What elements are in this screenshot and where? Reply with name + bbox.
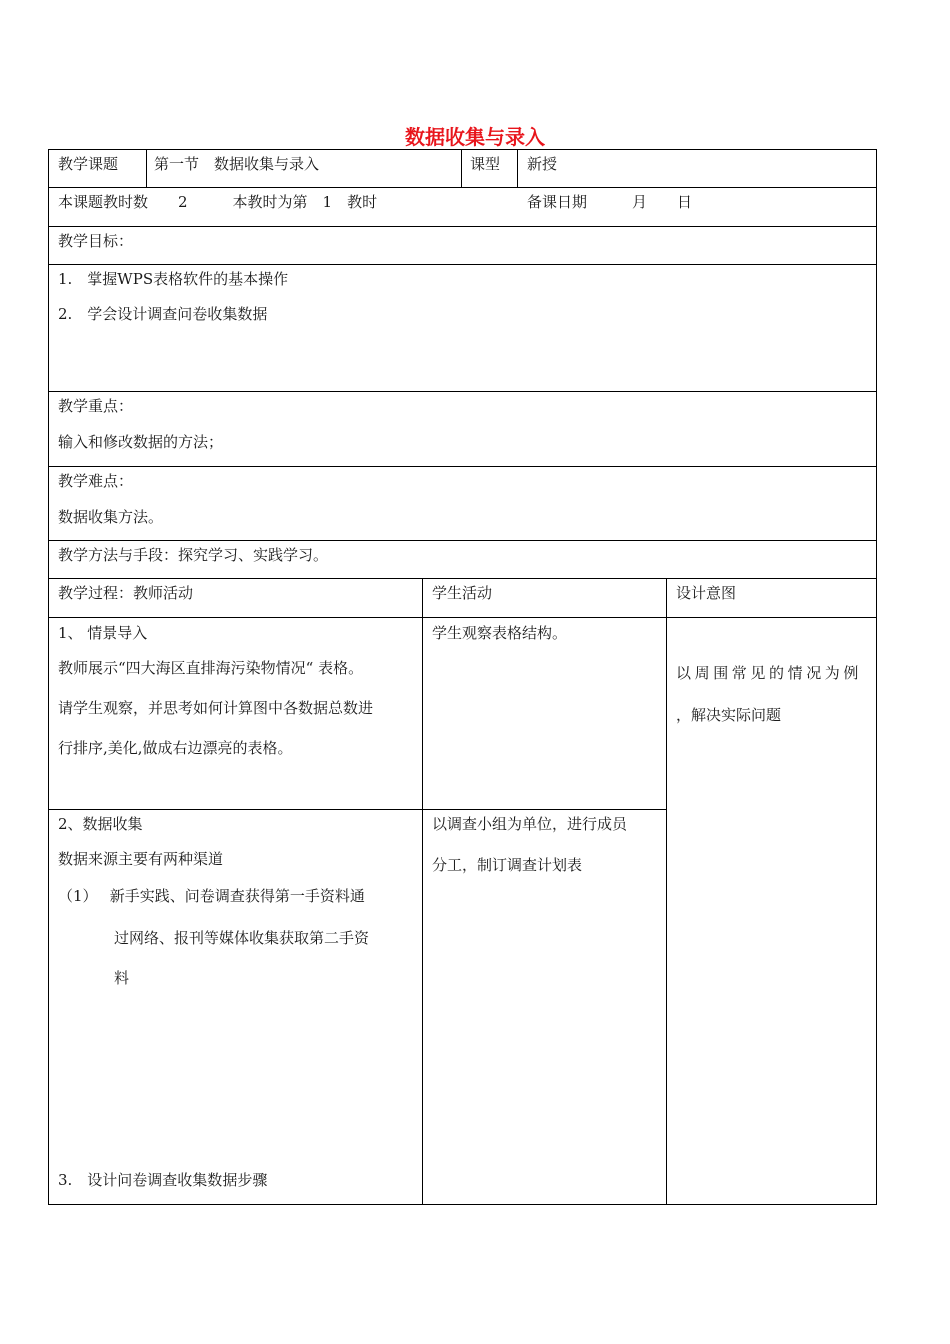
methods-text: 教学方法与手段：探究学习、实践学习。 <box>58 546 329 564</box>
document-title: 数据收集与录入 <box>405 125 545 149</box>
row-divider <box>48 617 877 618</box>
section2-line: 数据来源主要有两种渠道 <box>58 850 224 868</box>
row-divider <box>48 466 877 467</box>
design-intent-line: ，解决实际问题 <box>676 706 782 724</box>
type-value: 新授 <box>527 155 558 173</box>
header-teacher-activity: 教学过程：教师活动 <box>58 584 194 602</box>
row-divider <box>48 391 877 392</box>
key-points-text: 输入和修改数据的方法； <box>58 433 224 451</box>
row-divider <box>48 264 877 265</box>
section1-student: 学生观察表格结构。 <box>432 624 568 642</box>
hours-line: 本课题教时数 2 本教时为第 1 教时 <box>58 193 378 211</box>
section2-student: 以调查小组为单位，进行成员 <box>432 815 628 833</box>
prep-date-line: 备课日期 月 日 <box>527 193 693 211</box>
objective-item: 1. 掌握WPS表格软件的基本操作 <box>58 270 289 288</box>
topic-label: 教学课题 <box>58 155 119 173</box>
row-divider <box>48 578 877 579</box>
difficulties-text: 数据收集方法。 <box>58 508 164 526</box>
col-divider <box>461 149 462 187</box>
difficulties-label: 教学难点： <box>58 472 134 490</box>
col-divider <box>422 578 423 1205</box>
section1-line: 教师展示“四大海区直排海污染物情况“ 表格。 <box>58 659 364 677</box>
row-divider <box>48 187 877 188</box>
row-divider <box>48 540 877 541</box>
section1-line: 行排序,美化,做成右边漂亮的表格。 <box>58 739 293 757</box>
section2-line: 2、数据收集 <box>58 815 143 833</box>
topic-value: 第一节 数据收集与录入 <box>154 155 320 173</box>
header-student-activity: 学生活动 <box>432 584 493 602</box>
section2-line: 料 <box>114 969 130 987</box>
col-divider <box>666 578 667 1205</box>
section2-line: 过网络、报刊等媒体收集获取第二手资 <box>114 929 370 947</box>
col-divider <box>517 149 518 187</box>
objectives-label: 教学目标： <box>58 232 134 250</box>
header-design-intent: 设计意图 <box>676 584 737 602</box>
row-divider <box>48 226 877 227</box>
section3-line: 3. 设计问卷调查收集数据步骤 <box>58 1171 268 1189</box>
section1-line: 1、 情景导入 <box>58 624 148 642</box>
col-divider <box>146 149 147 187</box>
key-points-label: 教学重点： <box>58 397 134 415</box>
objective-item: 2. 学会设计调查问卷收集数据 <box>58 305 268 323</box>
design-intent-line: 以周围常见的情况为例 <box>676 664 863 682</box>
type-label: 课型 <box>470 155 501 173</box>
row-divider <box>48 809 667 810</box>
section2-student: 分工，制订调查计划表 <box>432 856 583 874</box>
section1-line: 请学生观察，并思考如何计算图中各数据总数进 <box>58 699 374 717</box>
section2-line: （1） 新手实践、问卷调查获得第一手资料通 <box>58 887 365 905</box>
